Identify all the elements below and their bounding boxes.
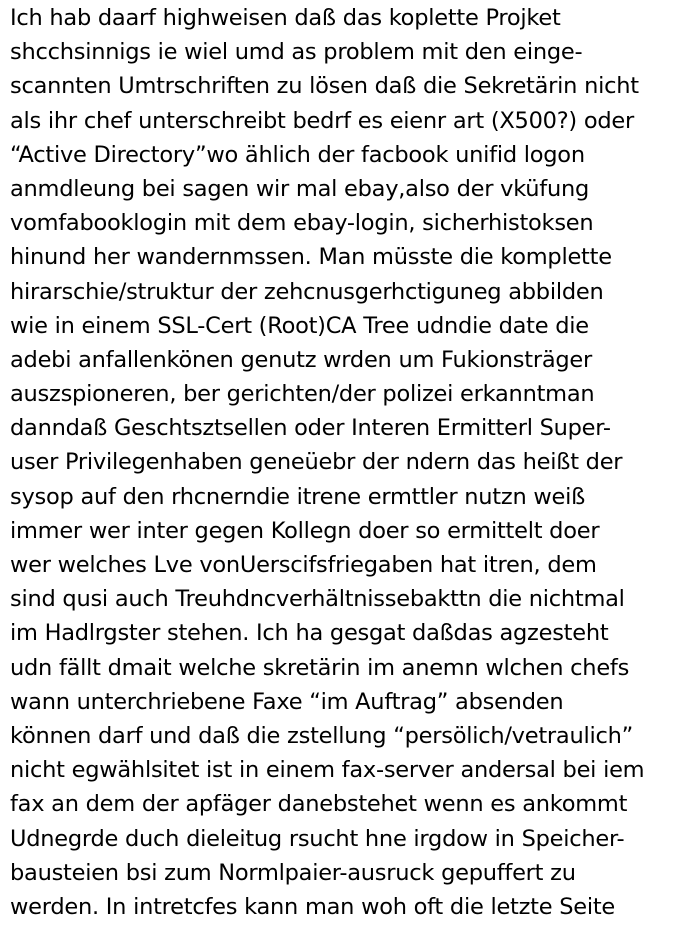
text-line: können darf und daß die zstellung “persölich/vetraulich” [10, 722, 633, 749]
text-line: shcchsinnigs ie wiel umd as problem mit den einge- [10, 39, 583, 66]
text-line: “Active Directory”wo ählich der facbook unifid logon [10, 141, 585, 168]
text-line: wer welches Lve vonUerscifsfriegaben hat itren, dem [10, 552, 597, 578]
text-line: sind qusi auch Treuhdncverhältnissebakttn die nichtmal [10, 586, 625, 613]
text-line: user Privilegenhaben geneüebr der ndern das heißt der [10, 449, 623, 476]
text-line: scannten Umtrschriften zu lösen daß die Sekretärin nicht [10, 73, 639, 100]
text-line: als ihr chef unterschreibt bedrf es eienr art (X500?) oder [10, 107, 634, 134]
text-line: Udnegrde duch dieleitug rsucht hne irgdow in Speicher- [10, 825, 625, 852]
text-line: udn fällt dmait welche skretärin im anemn wlchen chefs [10, 654, 630, 681]
text-line: anmdleung bei sagen wir mal ebay,also der vküfung [10, 175, 590, 202]
text-line: bausteien bsi zum Normlpaier-ausruck gepuffert zu [10, 859, 576, 886]
text-line: Ich hab daarf highweisen daß das koplette Projket [10, 5, 561, 31]
text-line: danndaß Geschtsztsellen oder Interen Ermitterl Super- [10, 415, 611, 442]
text-line: im Hadlrgster stehen. Ich ha gesgat daßdas agzesteht [10, 620, 609, 647]
text-line: immer wer inter gegen Kollegn doer so ermittelt doer [10, 517, 600, 544]
text-line: wie in einem SSL-Cert (Root)CA Tree udndie date die [10, 312, 589, 339]
text-line: hinund her wandernmssen. Man müsste die komplette [10, 244, 612, 271]
text-line: werden. In intretcfes kann man woh oft die letzte Seite [10, 893, 616, 920]
text-line: sysop auf den rhcnerndie itrene ermttler nutzn weiß [10, 483, 586, 510]
text-line: wann unterchriebene Faxe “im Auftrag” absenden [10, 688, 564, 715]
text-line: auszspioneren, ber gerichten/der polizei erkanntman [10, 381, 595, 408]
text-line: fax an dem der apfäger danebstehet wenn es ankommt [10, 791, 628, 818]
text-line: adebi anfallenkönen genutz wrden um Fukionsträger [10, 346, 593, 373]
text-line: hirarschie/struktur der zehcnusgerhctiguneg abbilden [10, 278, 604, 305]
text-line: vomfabooklogin mit dem ebay-login, sicherhistoksen [10, 210, 594, 237]
text-line: nicht egwählsitet ist in einem fax-server andersal bei iem [10, 757, 645, 784]
body-text [10, 1, 678, 924]
